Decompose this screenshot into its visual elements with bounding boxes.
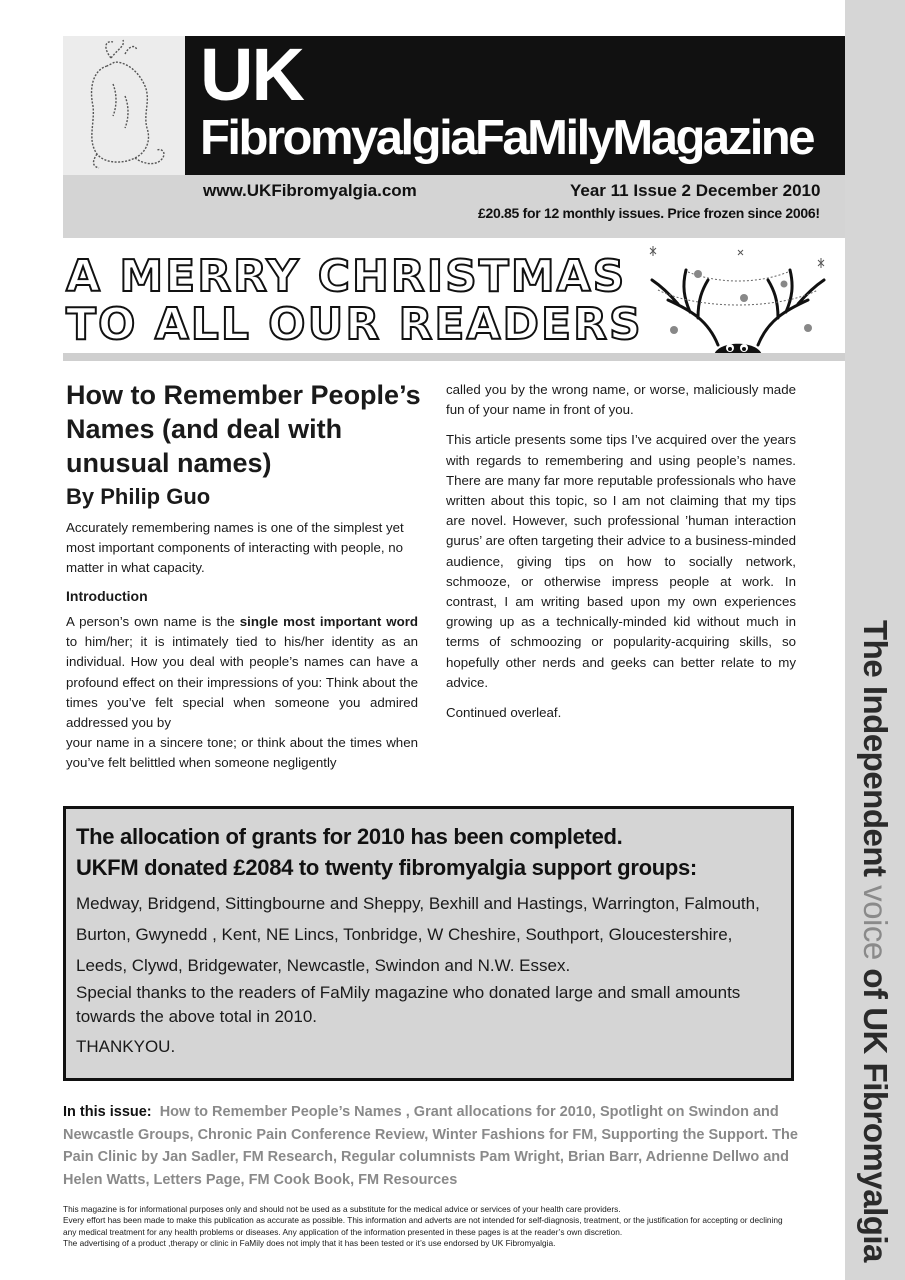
masthead-uk: UK [200, 33, 303, 116]
article-byline: By Philip Guo [66, 484, 211, 509]
disclaimer-line: Every effort has been made to make this publication as accurate as possible. This information and adverts are not intended for self-diagnosis, treatment, or the justification for accepting or declining any medical treatment for any health problems or diseases. Any application of the information presented in these pages is at the reader’s own discretion. [63, 1215, 783, 1237]
grants-heading-1: The allocation of grants for 2010 has been completed. [76, 824, 623, 849]
in-this-issue-label: In this issue: [63, 1104, 152, 1120]
grants-group-list: Medway, Bridgend, Sittingbourne and Sheppy, Bexhill and Hastings, Warrington, Falmouth, Burton, Gwynedd , Kent, NE Lincs, Tonbridge, W Cheshire, Southport, Gloucestershire, Leeds, Clywd, Bridgewater, Newcastle, Swindon and N.W. Essex. [76, 894, 760, 975]
christmas-banner-line2: TO ALL OUR READERS [66, 299, 643, 350]
issue-info: Year 11 Issue 2 December 2010 [570, 181, 821, 200]
disclaimer-line: This magazine is for informational purposes only and should not be used as a substitute for the medical advice or services of your health care providers. [63, 1204, 621, 1214]
grants-heading-2: UKFM donated £2084 to twenty fibromyalgia support groups: [76, 855, 697, 880]
in-this-issue-contents: How to Remember People’s Names , Grant allocations for 2010, Spotlight on Swindon and Newcastle Groups, Chronic Pain Conference Review, Winter Fashions for FM, Supporting the Support. The Pain Clinic by Jan Sadler, FM Research, Regular columnists Pam Wright, Brian Barr, Adrienne Dellwo and Helen Watts, Letters Page, FM Cook Book, FM Resources [63, 1104, 798, 1188]
grants-body [76, 888, 786, 1059]
side-tagline: The Independent voice of UK Fibromyalgia [857, 620, 894, 1262]
banner-divider [63, 353, 845, 361]
reindeer-antlers-icon [638, 240, 838, 355]
christmas-banner-line1: A MERRY CHRISTMAS [66, 251, 627, 302]
continued-note: Continued overleaf. [446, 705, 562, 721]
disclaimer [63, 1204, 793, 1250]
grants-thankyou: THANKYOU. [76, 1037, 176, 1056]
masthead-title: FibromyalgiaFaMilyMagazine [200, 111, 813, 165]
article-paragraph-3: This article presents some tips I’ve acquired over the years with regards to remembering and using people’s names. There are many far more reputable professionals who have written about this topic, so I am not claiming that my tips are novel. However, such professional ’human interaction gurus’ are often targeting their advice to a business-minded audience, giving tips on how to socially network, schmooze, or otherwise impress people at work. In contrast, I am writing based upon my own experiences growing up as a technically-minded kid without much in terms of schmoozing or popularity-acquiring skills, so hopefully other nerds and geeks can better relate to my advice. [446, 432, 796, 690]
disclaimer-line: The advertising of a product ,therapy or clinic in FaMily does not imply that it has been tested or it’s use endorsed by UK Fibromyalgia. [63, 1238, 556, 1249]
article-title: How to Remember People’s Names (and deal with unusual names) [66, 380, 421, 478]
article-paragraph-2: called you by the wrong name, or worse, maliciously made fun of your name in front of you. [446, 382, 796, 418]
intro-heading: Introduction [66, 588, 148, 604]
article-lead: Accurately remembering names is one of the simplest yet most important components of interacting with people, no matter in what capacity. [66, 520, 404, 576]
in-this-issue [63, 1101, 798, 1191]
grants-thanks: Special thanks to the readers of FaMily magazine who donated large and small amounts towards the above total in 2010. [76, 983, 741, 1026]
website-link[interactable]: www.UKFibromyalgia.com [203, 181, 417, 200]
article-column-2 [446, 380, 796, 733]
article-paragraph-1: A person’s own name is the single most important word to him/her; it is intimately tied to his/her identity as an individual. How you deal with people’s names can have a profound effect on their impressions of you: Think about the times you’ve felt special when someone you admired addressed you by your name in a sincere tone; or think about the times when you’ve felt belittled when someone negligently [66, 614, 418, 771]
masthead-logo [63, 36, 185, 175]
reindeer-logo-icon [63, 36, 185, 175]
price-info: £20.85 for 12 monthly issues. Price frozen since 2006! [478, 205, 820, 221]
